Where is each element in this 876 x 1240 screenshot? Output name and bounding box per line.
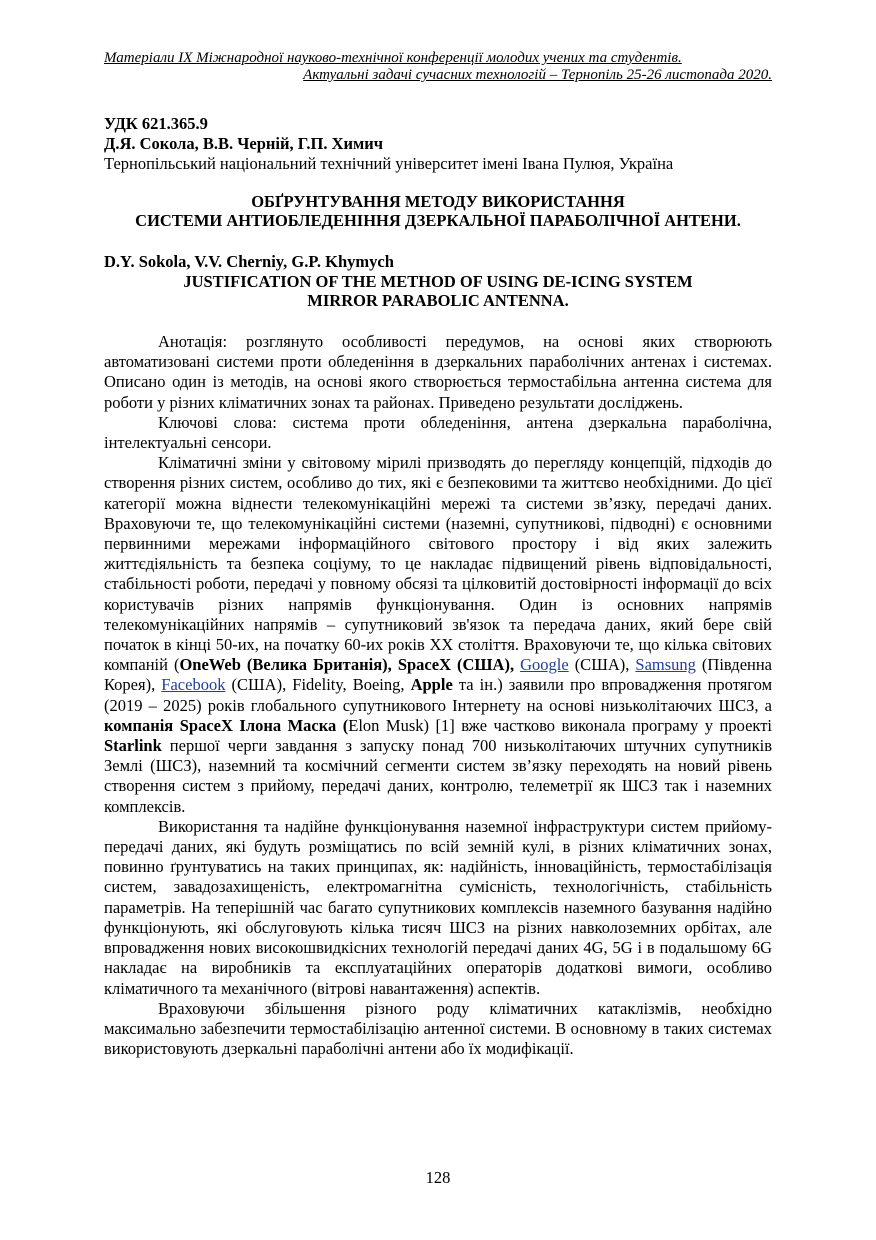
google-link[interactable]: Google — [520, 655, 569, 675]
authors-uk: Д.Я. Сокола, В.В. Черній, Г.П. Химич — [104, 134, 384, 153]
climate-paragraph: Враховуючи збільшення різного роду кліматичних катаклізмів, необхідно максимально забезпечити термостабілізацію антенної системи. В основному в таких системах використовують дзеркальні параболічні антени або їх модифікації. — [104, 998, 772, 1059]
oneweb-company: OneWeb (Велика Британія), — [179, 655, 392, 675]
title-en-line-1: JUSTIFICATION OF THE METHOD OF USING DE-ICING SYSTEM — [183, 272, 693, 291]
authors-en: D.Y. Sokola, V.V. Cherniy, G.P. Khymych — [104, 252, 394, 271]
title-en — [104, 272, 772, 310]
author-en-1: D.Y. Sokola — [104, 252, 187, 271]
affiliation: Тернопільський національний технічний університет імені Івана Пулюя, Україна — [104, 154, 674, 173]
udk-code: УДК 621.365.9 — [104, 114, 208, 133]
page-number: 128 — [425, 1168, 451, 1187]
conference-header-line-2: Актуальні задачі сучасних технологій – Тернопіль 25-26 листопада 2020. — [303, 67, 772, 83]
title-uk-line-1: ОБҐРУНТУВАННЯ МЕТОДУ ВИКОРИСТАННЯ — [251, 192, 625, 211]
text-run: першої черги завдання з запуску понад 700 низьколітаючих штучних супутників Землі (ШСЗ), наземний та космічний сегменти систем зв’язку переходять на новий рівень створення систем з прийому, передачі даних, контролю, телеметрії як ШСЗ так і наземних комплексів. — [104, 736, 772, 816]
keywords-paragraph: Ключові слова: система проти обледеніння, антена дзеркальна параболічна, інтелектуальні сенсори. — [104, 412, 772, 453]
title-uk — [104, 192, 772, 230]
author-en-3: G.P. Khymych — [291, 252, 394, 271]
title-en-line-2: MIRROR PARABOLIC ANTENNA. — [307, 291, 569, 310]
paper-page — [104, 50, 772, 1059]
text-run: Elon Musk) [1] вже частково виконала програму у проекті — [348, 715, 772, 735]
body-text — [104, 332, 772, 1059]
starlink-project: Starlink — [104, 736, 162, 756]
samsung-link[interactable]: Samsung — [635, 655, 696, 675]
text-run: (Південна Корея), — [104, 655, 772, 695]
author-2: В.В. Черній — [202, 134, 290, 153]
text-run: (США), Fidelity, Boeing, — [225, 675, 411, 695]
facebook-link[interactable]: Facebook — [161, 675, 226, 695]
title-uk-line-2: СИСТЕМИ АНТИОБЛЕДЕНІННЯ ДЗЕРКАЛЬНОЇ ПАРАБОЛІЧНОЇ АНТЕНИ. — [135, 211, 741, 230]
infrastructure-paragraph: Використання та надійне функціонування наземної інфраструктури систем прийому-передачі даних, які будуть розміщатись по всій земній кулі, в різних кліматичних зонах, повинно ґрунтуватись на таких принципах, як: надійність, інноваційність, термостабілізація систем, завадозахищеність, електромагнітна сумісність, технологічність, стабільність параметрів. На теперішній час багато супутникових комплексів наземного базування надійно функціонують, які обслуговують кілька тисяч ШСЗ на різних навколоземних орбітах, але впровадження нових високошвидкісних технологій передачі даних 4G, 5G і в подальшому 6G накладає на виробників та експлуатаційних операторів додаткові вимоги, особливо кліматичного та механічного (вітрові навантаження) аспектів. — [104, 816, 772, 998]
author-3: Г.П. Химич — [297, 134, 384, 153]
text-run: та ін.) заявили про впровадження протягом (2019 – 2025) років глобального супутникового Інтернету на основі низьколітаючих ШСЗ, а — [104, 675, 773, 715]
text-run: Кліматичні зміни у світовому мірилі призводять до перегляду концепцій, підходів до створення різних систем, особливо до тих, які є безпековими та життєво необхідними. До цієї категорії можна віднести телекомунікаційні мережі та системи зв’язку, передачі даних. Враховуючи те, що телекомунікаційні системи (наземні, супутникові, підводні) є основними первинними мережами інформаційного світового простору і від яких залежить життєдіяльність та безпека соціуму, то це накладає підвищений рівень відповідальності, стабільності роботи, передачі у повному обсязі та цілковитій достовірності інформації до всіх користувачів різних напрямів функціонування. Один із основних напрямів телекомунікаційних напрямів – супутниковий зв'язок та передача даних, який бере свій початок в кінці 50-их, на початку 60-их років XX століття. Враховуючи те, що кілька світових компаній ( — [104, 453, 772, 675]
intro-paragraph — [104, 453, 772, 817]
apple-company: Apple — [410, 675, 453, 695]
abstract-paragraph: Анотація: розглянуто особливості передумов, на основі яких створюють автоматизовані системи проти обледеніння в дзеркальних параболічних антенах і системах. Описано один із методів, на основі якого створюється термостабільна антенна система для роботи у різних кліматичних зонах та районах. Приведено результати досліджень. — [104, 332, 772, 412]
conference-header-line-1: Матеріали IX Міжнародної науково-технічної конференції молодих учених та студентів. — [104, 50, 682, 66]
author-en-2: V.V. Cherniy — [194, 252, 284, 271]
spacex-company: SpaceX (США), — [397, 655, 515, 675]
text-run: (США), — [568, 655, 636, 675]
author-1: Д.Я. Сокола — [104, 134, 195, 153]
spacex-musk-company: компанія SpaceX Ілона Маска ( — [104, 715, 349, 735]
